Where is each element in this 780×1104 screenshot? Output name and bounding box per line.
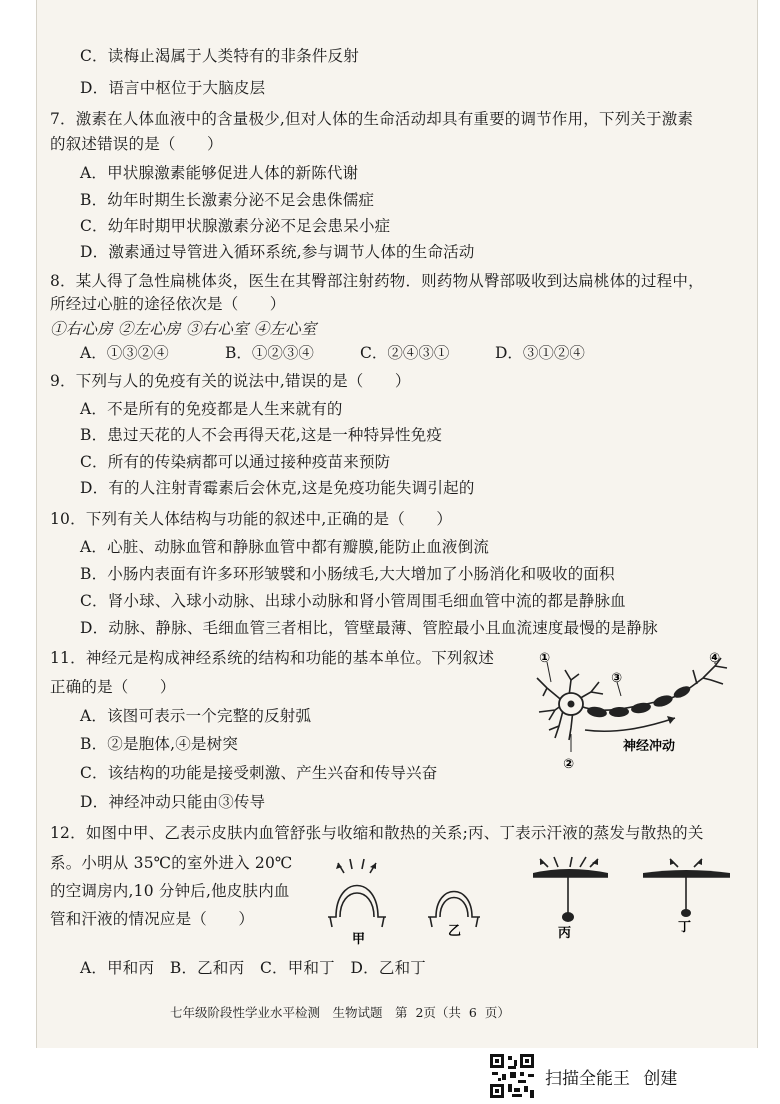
scanner-watermark-text: 扫描全能王 创建 [545,1069,678,1089]
q12-stem-1: 12．如图中甲、乙表示皮肤内血管舒张与收缩和散热的关系;丙、丁表示汗液的蒸发与散热的关 [50,824,704,842]
q11-option-b: B．②是胞体,④是树突 [80,735,239,753]
q7-stem-1: 7．激素在人体血液中的含量极少,但对人体的生命活动却具有重要的调节作用，下列关于激素 [50,110,694,128]
q10-option-c: C．肾小球、入球小动脉、出球小动脉和肾小管周围毛细血管中流的都是静脉血 [80,592,626,610]
skin-label-ding: 丁 [678,920,692,935]
nerve-impulse-label: 神经冲动 [623,739,676,754]
q12-stem-4: 管和汗液的情况应是（ ） [50,910,255,928]
q7-option-d: D．激素通过导管进入循环系统,参与调节人体的生命活动 [80,243,475,261]
q11-stem-2: 正确的是（ ） [50,678,176,696]
qr-code-icon [488,1052,536,1100]
q7-option-a: A．甲状腺激素能够促进人体的新陈代谢 [80,164,359,182]
q9-option-b: B．患过天花的人不会再得天花,这是一种特异性免疫 [80,426,443,444]
skin-label-yi: 乙 [448,924,462,939]
neuron-label-2: ② [563,757,575,772]
q11-option-a: A．该图可表示一个完整的反射弧 [80,707,312,725]
q10-option-d: D．动脉、静脉、毛细血管三者相比，管壁最薄、管腔最小且血流速度最慢的是静脉 [80,619,658,637]
q8-option-a: A．①③②④ [80,344,169,362]
q8-option-d: D．③①②④ [495,344,585,362]
q7-option-b: B．幼年时期生长激素分泌不足会患侏儒症 [80,191,375,209]
q6-option-d: D．语言中枢位于大脑皮层 [80,79,266,97]
neuron-label-3: ③ [611,671,623,686]
q10-option-a: A．心脏、动脉血管和静脉血管中都有瓣膜,能防止血液倒流 [80,538,490,556]
skin-label-jia: 甲 [352,932,366,945]
q8-option-b: B．①②③④ [225,344,314,362]
skin-label-bing: 丙 [558,926,572,941]
q12-options: A．甲和丙 B．乙和丙 C．甲和丁 D．乙和丁 [80,959,426,977]
neuron-diagram [525,648,740,774]
skin-vessel-sweat-diagram [318,855,738,945]
q8-option-c: C．②④③① [360,344,450,362]
q9-option-a: A．不是所有的免疫都是人生来就有的 [80,400,343,418]
q11-stem-1: 11．神经元是构成神经系统的结构和功能的基本单位。下列叙述 [50,649,495,667]
q11-option-d: D．神经冲动只能由③传导 [80,793,266,811]
q6-option-c: C．读梅止渴属于人类特有的非条件反射 [80,47,359,65]
q12-stem-2: 系。小明从 35℃的室外进入 20℃ [50,854,293,872]
neuron-label-4: ④ [709,651,721,666]
q7-option-c: C．幼年时期甲状腺激素分泌不足会患呆小症 [80,217,391,235]
q9-stem: 9．下列与人的免疫有关的说法中,错误的是（ ） [50,372,411,390]
q11-option-c: C．该结构的功能是接受刺激、产生兴奋和传导兴奋 [80,764,438,782]
neuron-label-1: ① [539,651,551,666]
q10-option-b: B．小肠内表面有许多环形皱襞和小肠绒毛,大大增加了小肠消化和吸收的面积 [80,565,615,583]
q9-option-c: C．所有的传染病都可以通过接种疫苗来预防 [80,453,391,471]
page-footer: 七年级阶段性学业水平检测 生物试题 第 2页（共 6 页） [170,1005,510,1020]
q8-stem-1: 8．某人得了急性扁桃体炎，医生在其臀部注射药物．则药物从臀部吸收到达扁桃体的过程中， [50,272,704,290]
q7-stem-2: 的叙述错误的是（ ） [50,135,223,153]
q8-stem-2: 所经过心脏的途径依次是（ ） [50,295,286,313]
q12-stem-3: 的空调房内,10 分钟后,他皮肤内血 [50,882,290,900]
q8-handwritten-key: ①右心房 ②左心房 ③右心室 ④左心室 [50,320,317,338]
q9-option-d: D．有的人注射青霉素后会休克,这是免疫功能失调引起的 [80,479,475,497]
q10-stem: 10．下列有关人体结构与功能的叙述中,正确的是（ ） [50,510,453,528]
